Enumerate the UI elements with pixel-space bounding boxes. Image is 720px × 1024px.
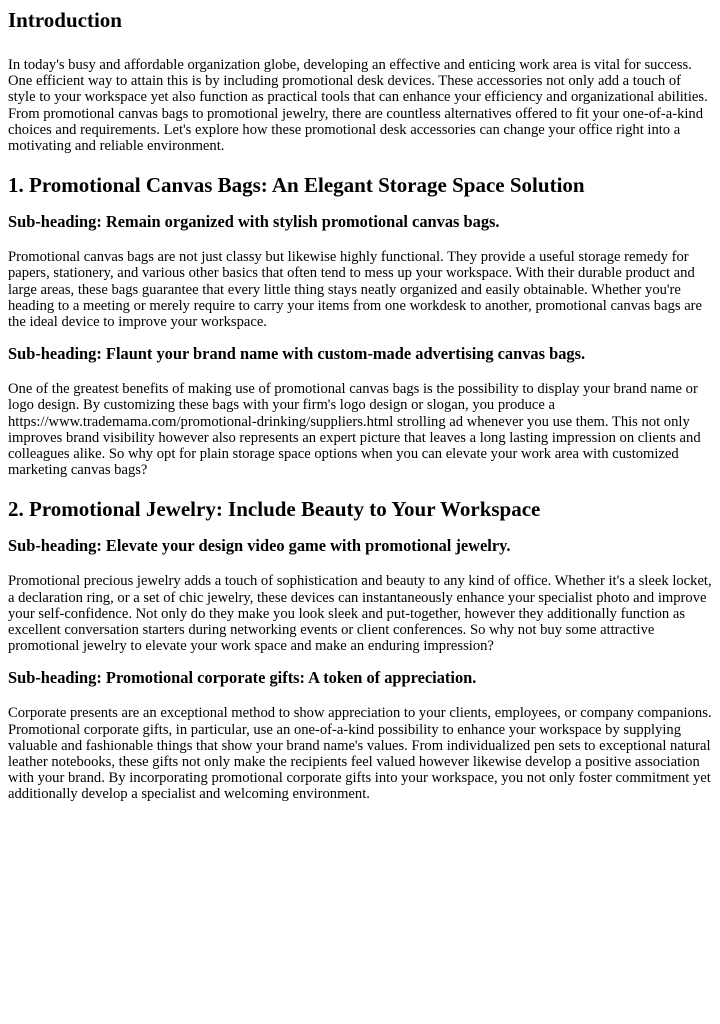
section2-heading: 2. Promotional Jewelry: Include Beauty to Your Workspace [8,497,541,522]
section2-subheading-1: Sub-heading: Elevate your design video game with promotional jewelry. [8,536,511,556]
document-page [0,7,720,803]
section2-subheading-2: Sub-heading: Promotional corporate gifts: A token of appreciation. [8,668,477,688]
section2-paragraph-2: Corporate presents are an exceptional method to show appreciation to your clients, employees, or company companions. Promotional corporate gifts, in particular, use an one-of-a-kind possibility to enhance your workspace by supplying valuable and fashionable things that show your brand name's values. From individualized pen sets to exceptional natural leather notebooks, these gifts not only make the recipients feel valued however likewise develop a positive association with your brand. By incorporating promotional corporate gifts into your workspace, you not only foster commitment yet additionally develop a specialist and welcoming environment. [8,705,712,803]
section1-paragraph-1: Promotional canvas bags are not just classy but likewise highly functional. They provide a useful storage remedy for papers, stationery, and various other basics that often tend to mess up your workspace. With their durable product and large areas, these bags guarantee that every little thing stays neatly organized and easily obtainable. Whether you're heading to a meeting or merely require to carry your items from one workdesk to another, promotional canvas bags are the ideal device to improve your workspace. [8,249,703,331]
section1-paragraph-2: One of the greatest benefits of making use of promotional canvas bags is the possibility to display your brand name or logo design. By customizing these bags with your firm's logo design or slogan, you produce a https://www.trademama.com/promotional-drinking/suppliers.html strolling ad whenever you use them. This not only improves brand visibility however also represents an expert picture that leaves a long lasting impression on clients and colleagues alike. So why opt for plain storage space options when you can elevate your work area with customized marketing canvas bags? [8,381,701,479]
section2-paragraph-1: Promotional precious jewelry adds a touch of sophistication and beauty to any kind of office. Whether it's a sleek locket, a declaration ring, or a set of chic jewelry, these devices can instantaneously enhance your specialist photo and improve your self-confidence. Not only do they make you look sleek and put-together, however they additionally function as excellent conversation starters during networking events or client conferences. So why not buy some attractive promotional jewelry to elevate your work space and make an enduring impression? [8,573,712,655]
section1-subheading-1: Sub-heading: Remain organized with stylish promotional canvas bags. [8,212,500,232]
section1-heading: 1. Promotional Canvas Bags: An Elegant Storage Space Solution [8,173,585,198]
section1-subheading-2: Sub-heading: Flaunt your brand name with custom-made advertising canvas bags. [8,344,586,364]
intro-title: Introduction [8,8,122,32]
intro-paragraph: In today's busy and affordable organization globe, developing an effective and enticing work area is vital for success. One efficient way to attain this is by including promotional desk devices. These accessories not only add a touch of style to your workspace yet also function as practical tools that can enhance your efficiency and organizational abilities. From promotional canvas bags to promotional jewelry, there are countless alternatives offered to fit your one-of-a-kind choices and requirements. Let's explore how these promotional desk accessories can change your office right into a motivating and reliable environment. [8,57,708,155]
